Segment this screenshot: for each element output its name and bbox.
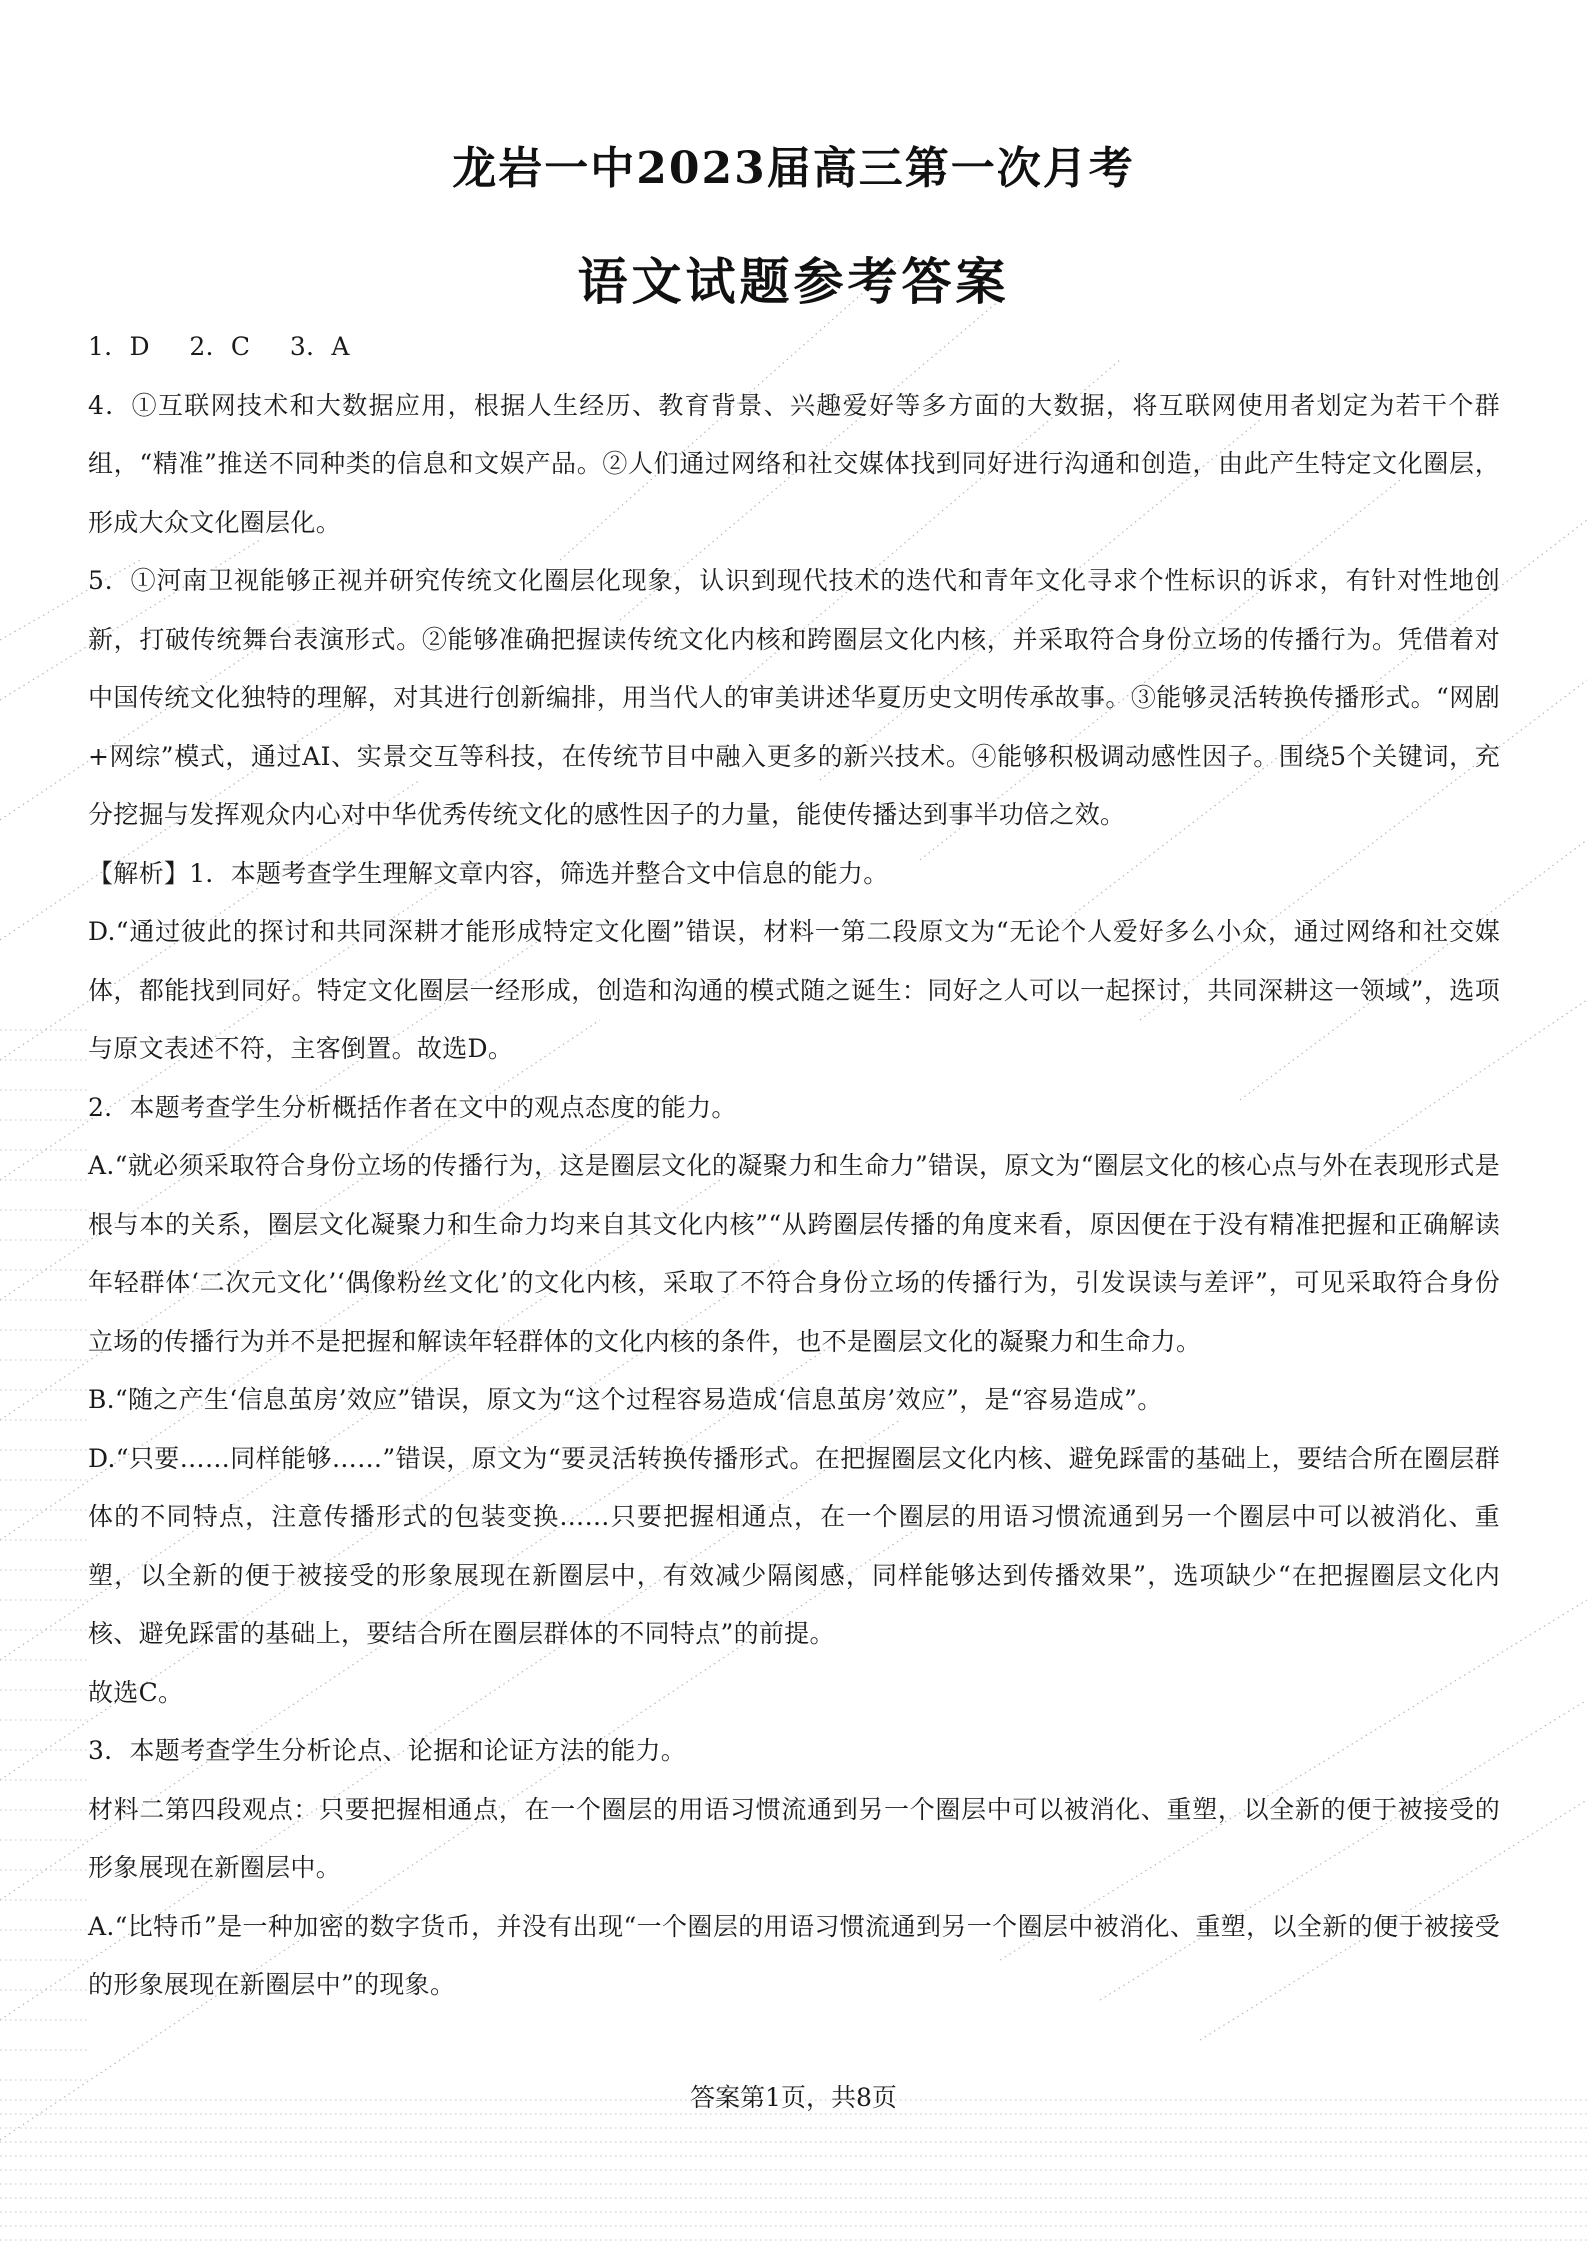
- answer-q4: 4．①互联网技术和大数据应用，根据人生经历、教育背景、兴趣爱好等多方面的大数据，将互联网使用者划定为若干个群组，“精准”推送不同种类的信息和文娱产品。②人们通过网络和社交媒体找到同好进行沟通和创造，由此产生特定文化圈层，形成大众文化圈层化。: [88, 390, 1500, 537]
- analysis-intro: 【解析】1．本题考查学生理解文章内容，筛选并整合文中信息的能力。: [88, 858, 889, 888]
- analysis-q3-option-a: A.“比特币”是一种加密的数字货币，并没有出现“一个圈层的用语习惯流通到另一个圈层中被消化、重塑，以全新的便于被接受的形象展现在新圈层中”的现象。: [88, 1911, 1500, 1999]
- analysis-q1-option-d: D.“通过彼此的探讨和共同深耕才能形成特定文化圈”错误，材料一第二段原文为“无论个人爱好多么小众，通过网络和社交媒体，都能找到同好。特定文化圈层一经形成，创造和沟通的模式随之诞生：同好之人可以一起探讨，共同深耕这一领域”，选项与原文表述不符，主客倒置。故选D。: [88, 917, 1500, 1063]
- answer-line-choices: 1．D 2．C 3．A: [88, 332, 350, 361]
- page-footer: 答案第1页，共8页: [690, 2083, 897, 2112]
- analysis-q3-intro: 3．本题考查学生分析论点、论据和论证方法的能力。: [88, 1736, 687, 1765]
- answer-content: [88, 318, 1500, 2015]
- analysis-q2-option-b: B.“随之产生‘信息茧房’效应”错误，原文为“这个过程容易造成‘信息茧房’效应”，是“容易造成”。: [88, 1385, 1163, 1414]
- exam-title: 龙岩一中2023届高三第一次月考: [452, 143, 1135, 194]
- analysis-q2-option-a: A.“就必须采取符合身份立场的传播行为，这是圈层文化的凝聚力和生命力”错误，原文为“圈层文化的核心点与外在表现形式是根与本的关系，圈层文化凝聚力和生命力均来自其文化内核”“从跨圈层传播的角度来看，原因便在于没有精准把握和正确解读年轻群体‘二次元文化’‘偶像粉丝文化’的文化内核，采取了不符合身份立场的传播行为，引发误读与差评”，可见采取符合身份立场的传播行为并不是把握和解读年轻群体的文化内核的条件，也不是圈层文化的凝聚力和生命力。: [88, 1151, 1500, 1356]
- document-subtitle: 语文试题参考答案: [577, 252, 1010, 311]
- analysis-q3-view: 材料二第四段观点：只要把握相通点，在一个圈层的用语习惯流通到另一个圈层中可以被消化、重塑，以全新的便于被接受的形象展现在新圈层中。: [88, 1794, 1500, 1882]
- answer-q5: 5．①河南卫视能够正视并研究传统文化圈层化现象，认识到现代技术的迭代和青年文化寻求个性标识的诉求，有针对性地创新，打破传统舞台表演形式。②能够准确把握读传统文化内核和跨圈层文化内核，并采取符合身份立场的传播行为。凭借着对中国传统文化独特的理解，对其进行创新编排，用当代人的审美讲述华夏历史文明传承故事。③能够灵活转换传播形式。“网剧+网综”模式，通过AI、实景交互等科技，在传统节目中融入更多的新兴技术。④能够积极调动感性因子。围绕5个关键词，充分挖掘与发挥观众内心对中华优秀传统文化的感性因子的力量，能使传播达到事半功倍之效。: [88, 566, 1500, 829]
- analysis-q2-intro: 2．本题考查学生分析概括作者在文中的观点态度的能力。: [88, 1092, 737, 1122]
- analysis-q2-option-d: D.“只要……同样能够……”错误，原文为“要灵活转换传播形式。在把握圈层文化内核、避免踩雷的基础上，要结合所在圈层群体的不同特点，注意传播形式的包装变换……只要把握相通点，在一个圈层的用语习惯流通到另一个圈层中可以被消化、重塑，以全新的便于被接受的形象展现在新圈层中，有效减少隔阂感，同样能够达到传播效果”，选项缺少“在把握圈层文化内核、避免踩雷的基础上，要结合所在圈层群体的不同特点”的前提。: [88, 1443, 1500, 1648]
- analysis-q2-choice: 故选C。: [88, 1677, 184, 1707]
